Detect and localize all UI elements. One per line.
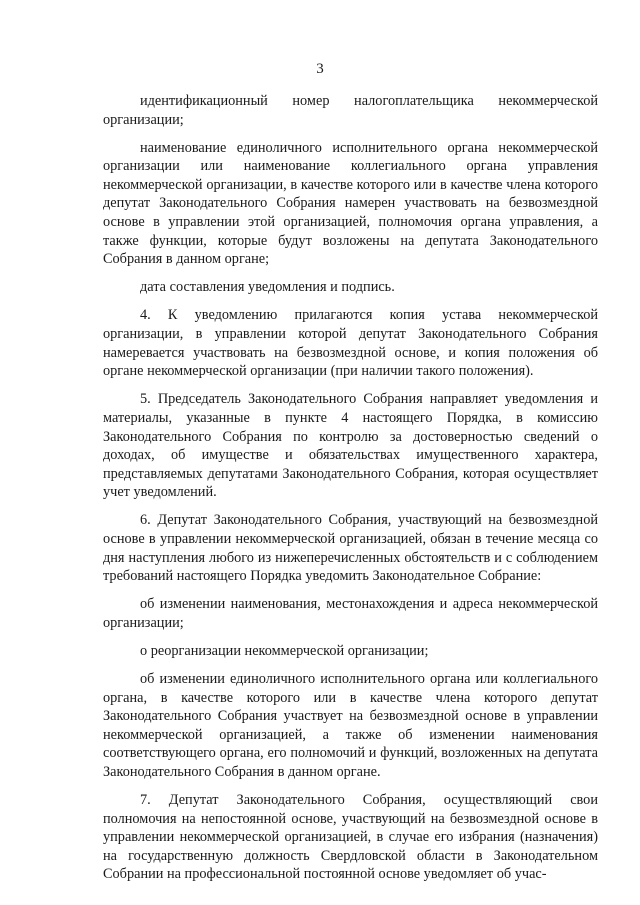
paragraph-governing-body: наименование единоличного исполнительного органа некоммерческой организации или наименование коллегиального органа управления некоммерческой организации, в качестве которого или в качестве члена которого депутат Законодательного Собрания намерен участвовать на безвозмездной основе в управлении этой организацией, полномочия органа управления, а также функции, которые будут возложены на депутата Законодательного Собрания в данном органе; [103, 139, 598, 268]
paragraph-item-5: 5. Председатель Законодательного Собрания направляет уведомления и материалы, указанные в пункте 4 настоящего Порядка, в комиссию Законодательного Собрания по контролю за достоверностью сведений о доходах, об имуществе и обязательствах имущественного характера, представляемых депутатами Законодательного Собрания, которая осуществляет учет уведомлений. [103, 391, 598, 501]
paragraph-name-change: об изменении наименования, местонахождения и адреса некоммерческой организации; [103, 596, 598, 631]
paragraph-item-6: 6. Депутат Законодательного Собрания, участвующий на безвозмездной основе в управлении некоммерческой организацией, обязан в течение месяца со дня наступления любого из нижеперечисленных обстоятельств и с соблюдением требований настоящего Порядка уведомить Законодательное Собрание: [103, 512, 598, 585]
paragraph-item-7: 7. Депутат Законодательного Собрания, осуществляющий свои полномочия на непостоянной основе, участвующий на безвозмездной основе в управлении некоммерческой организацией, в случае его избрания (назначения) на государственную должность Свердловской области в Законодательном Собрании на профессиональной постоянной основе уведомляет об учас- [103, 792, 598, 883]
paragraph-reorganization: о реорганизации некоммерческой организации; [140, 642, 429, 659]
document-body [103, 92, 598, 894]
paragraph-body-change: об изменении единоличного исполнительного органа или коллегиального органа, в качестве которого или в качестве члена которого депутат Законодательного Собрания участвует на безвозмездной основе в управлении некоммерческой организацией, а также об изменении наименования соответствующего органа, его полномочий и функций, возложенных на депутата Законодательного Собрания в данном органе. [103, 671, 598, 780]
page-number: 3 [316, 61, 324, 77]
paragraph-date-signature: дата составления уведомления и подпись. [140, 279, 395, 296]
paragraph-item-4: 4. К уведомлению прилагаются копия устава некоммерческой организации, в управлении которой депутат Законодательного Собрания намеревается участвовать на безвозмездной основе, и копия положения об органе некоммерческой организации (при наличии такого положения). [103, 307, 598, 380]
paragraph-inn: идентификационный номер налогоплательщика некоммерческой организации; [103, 93, 598, 128]
